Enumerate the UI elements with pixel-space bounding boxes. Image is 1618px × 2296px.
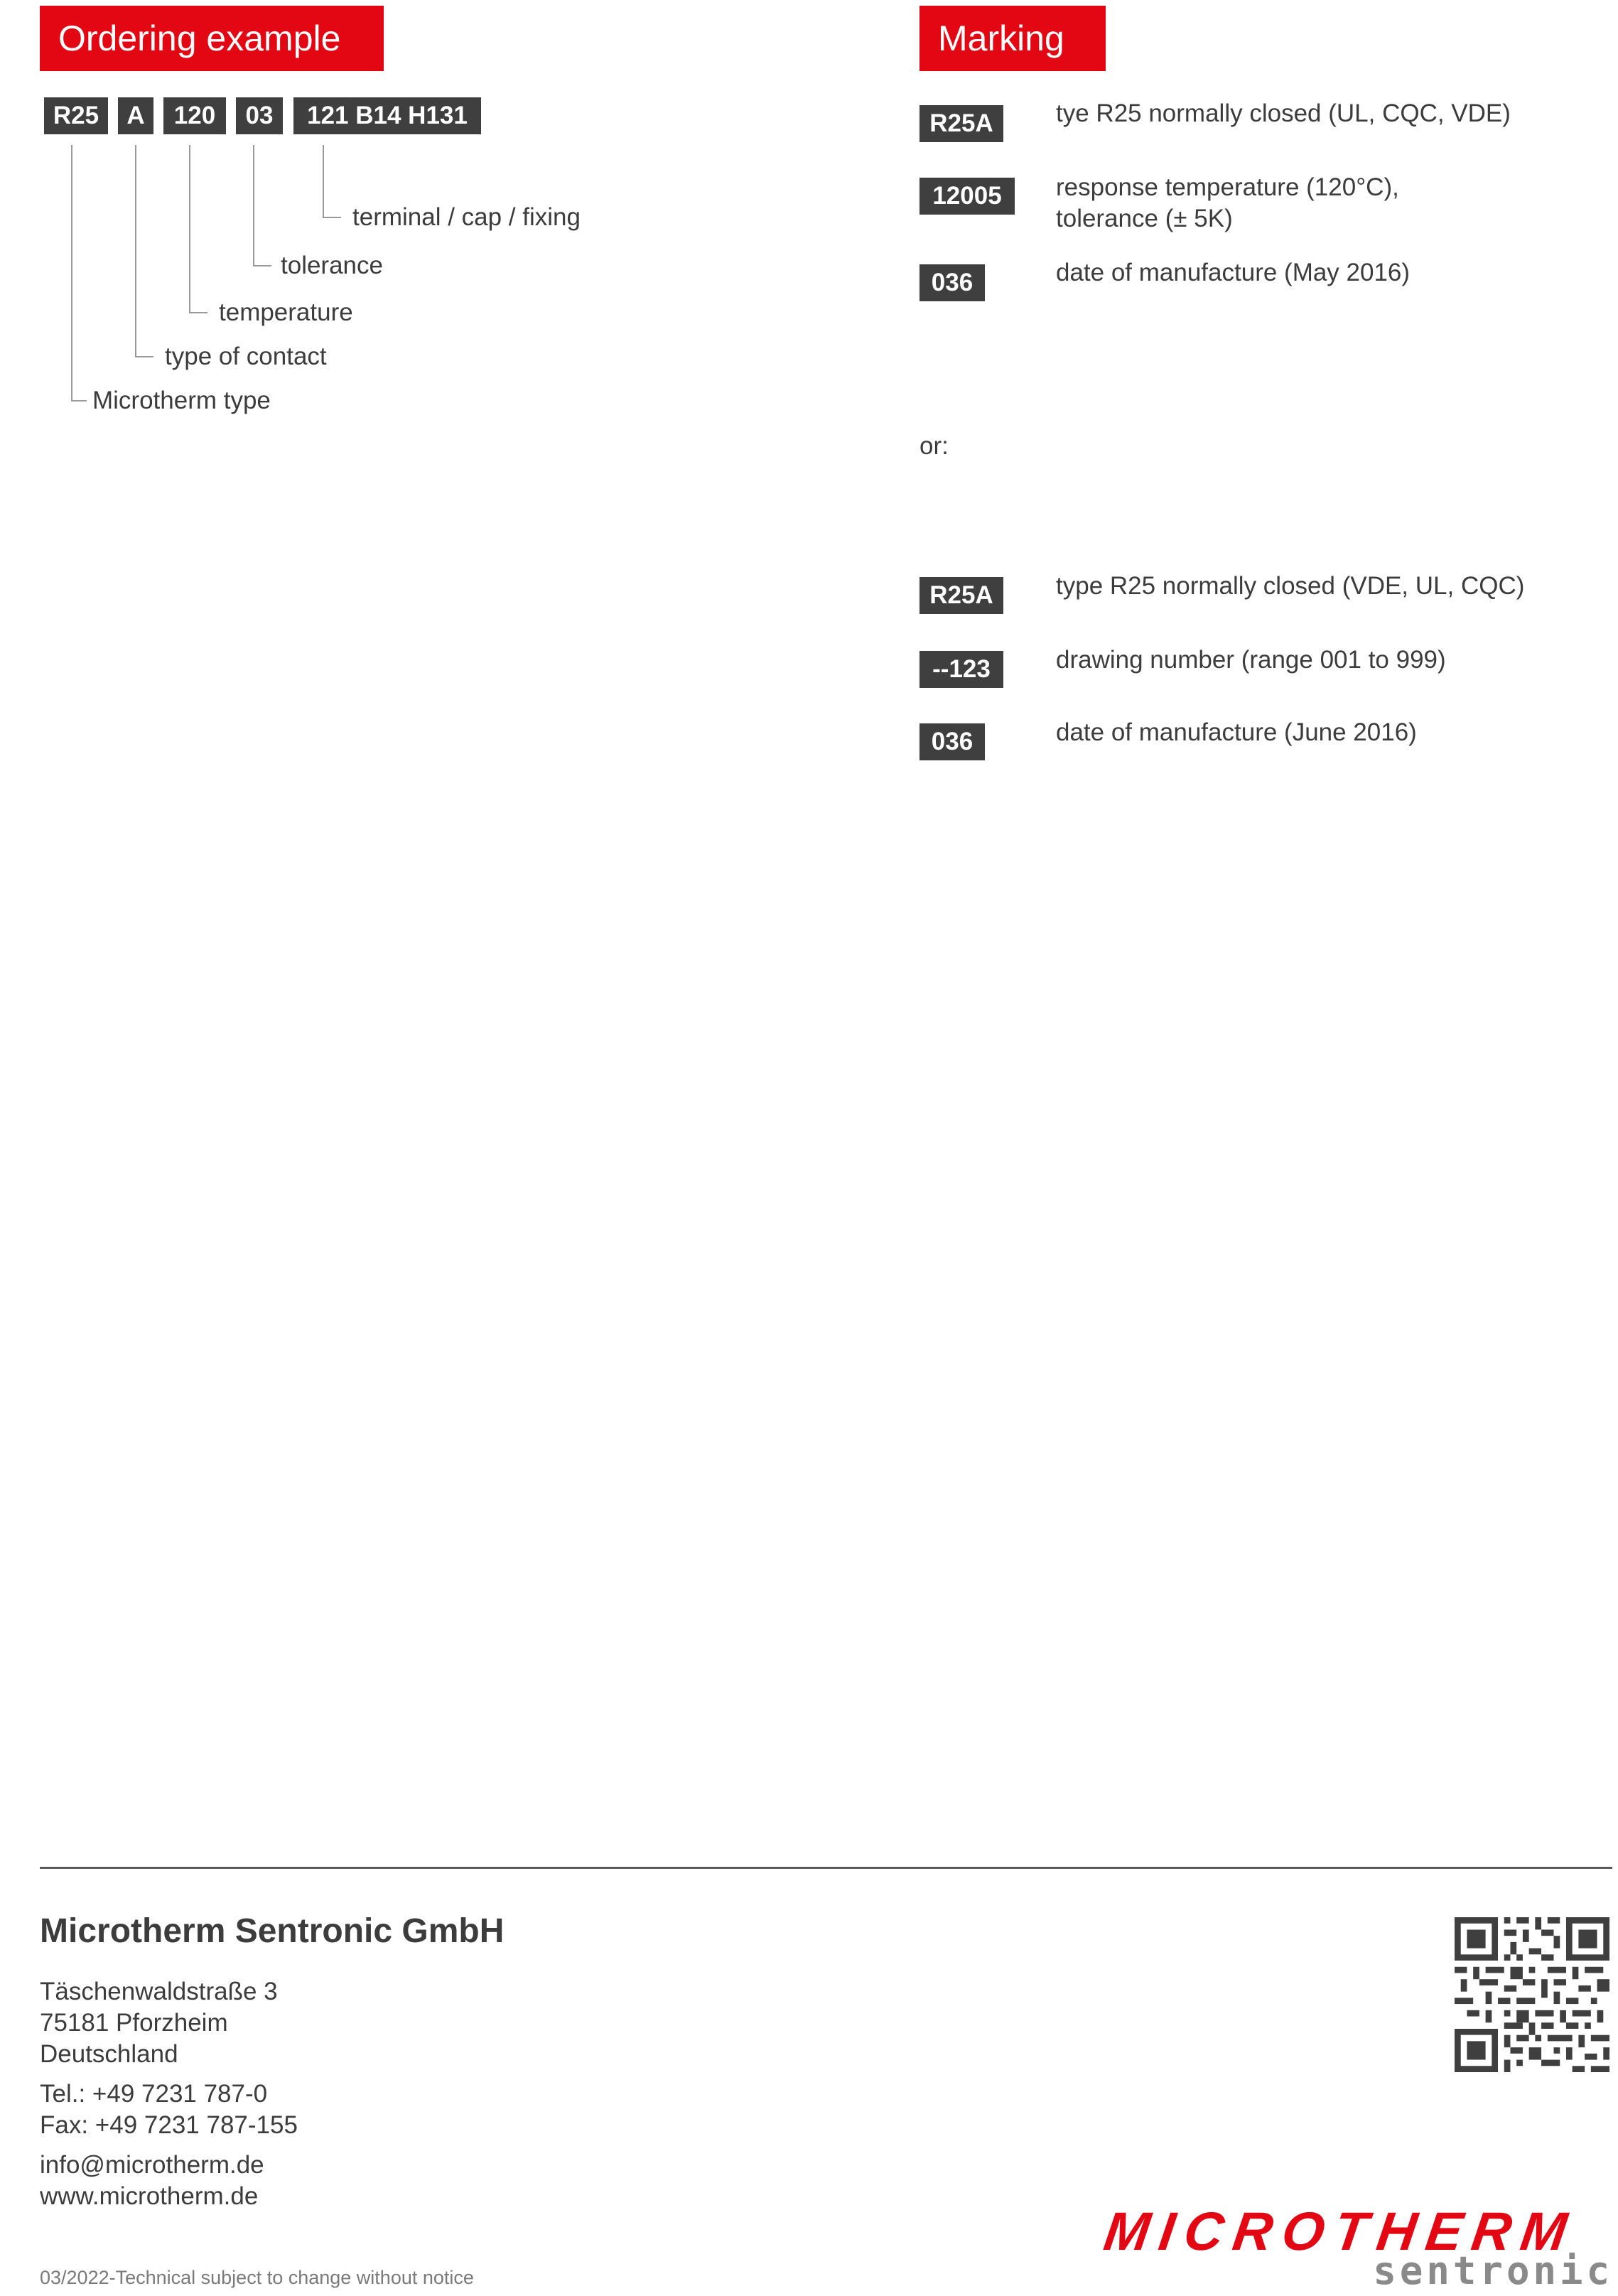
connector-line (323, 145, 324, 217)
code-chip-contact: A (118, 97, 153, 134)
marking-text-3: date of manufacture (May 2016) (1056, 259, 1411, 286)
code-chip-terminal: 121 B14 H131 (293, 97, 481, 134)
or-label: or: (919, 432, 949, 460)
label-contact: type of contact (165, 343, 327, 370)
code-chip-type: R25 (44, 97, 108, 134)
address-city: 75181 Pforzheim (40, 2009, 228, 2037)
qr-code-icon[interactable] (1453, 1917, 1611, 2072)
label-temperature: temperature (219, 298, 353, 326)
footer-divider (40, 1867, 1612, 1869)
marking-text-6: date of manufacture (June 2016) (1056, 718, 1417, 746)
address-street: Täschenwaldstraße 3 (40, 1978, 278, 2005)
connector-line (135, 356, 153, 357)
address-country: Deutschland (40, 2040, 178, 2068)
label-terminal: terminal / cap / fixing (352, 203, 581, 231)
connector-line (71, 145, 72, 401)
code-chip-temperature: 120 (163, 97, 226, 134)
connector-line (189, 145, 190, 313)
phone: Tel.: +49 7231 787-0 (40, 2080, 268, 2108)
marking-code-2: 12005 (919, 178, 1015, 215)
connector-line (71, 400, 87, 401)
marking-code-6: 036 (919, 723, 985, 760)
marking-text-2: response temperature (120°C), (1056, 173, 1399, 201)
fax: Fax: +49 7231 787-155 (40, 2111, 298, 2139)
connector-line (135, 145, 136, 357)
connector-line (253, 145, 254, 266)
email-link[interactable]: info@microtherm.de (40, 2151, 264, 2179)
marking-text-1: tye R25 normally closed (UL, CQC, VDE) (1056, 99, 1511, 127)
label-tolerance: tolerance (281, 252, 383, 279)
label-microtherm-type: Microtherm type (92, 387, 271, 414)
ordering-title: Ordering example (40, 6, 384, 71)
connector-line (189, 312, 207, 313)
marking-text-5: drawing number (range 001 to 999) (1056, 646, 1446, 674)
company-name: Microtherm Sentronic GmbH (40, 1912, 505, 1950)
connector-line (323, 217, 341, 218)
marking-code-5: --123 (919, 651, 1003, 688)
marking-code-1: R25A (919, 105, 1003, 142)
marking-title: Marking (919, 6, 1106, 71)
sentronic-logo: sentronic (1373, 2248, 1613, 2293)
marking-code-3: 036 (919, 264, 985, 301)
marking-code-4: R25A (919, 577, 1003, 614)
connector-line (253, 265, 271, 266)
marking-text-2b: tolerance (± 5K) (1056, 205, 1233, 232)
microtherm-logo: MICROTHERM (1100, 2201, 1581, 2262)
website-link[interactable]: www.microtherm.de (40, 2182, 259, 2210)
marking-text-4: type R25 normally closed (VDE, UL, CQC) (1056, 572, 1525, 600)
notice-text: 03/2022-Technical subject to change without notice (40, 2267, 474, 2288)
code-chip-tolerance: 03 (236, 97, 283, 134)
